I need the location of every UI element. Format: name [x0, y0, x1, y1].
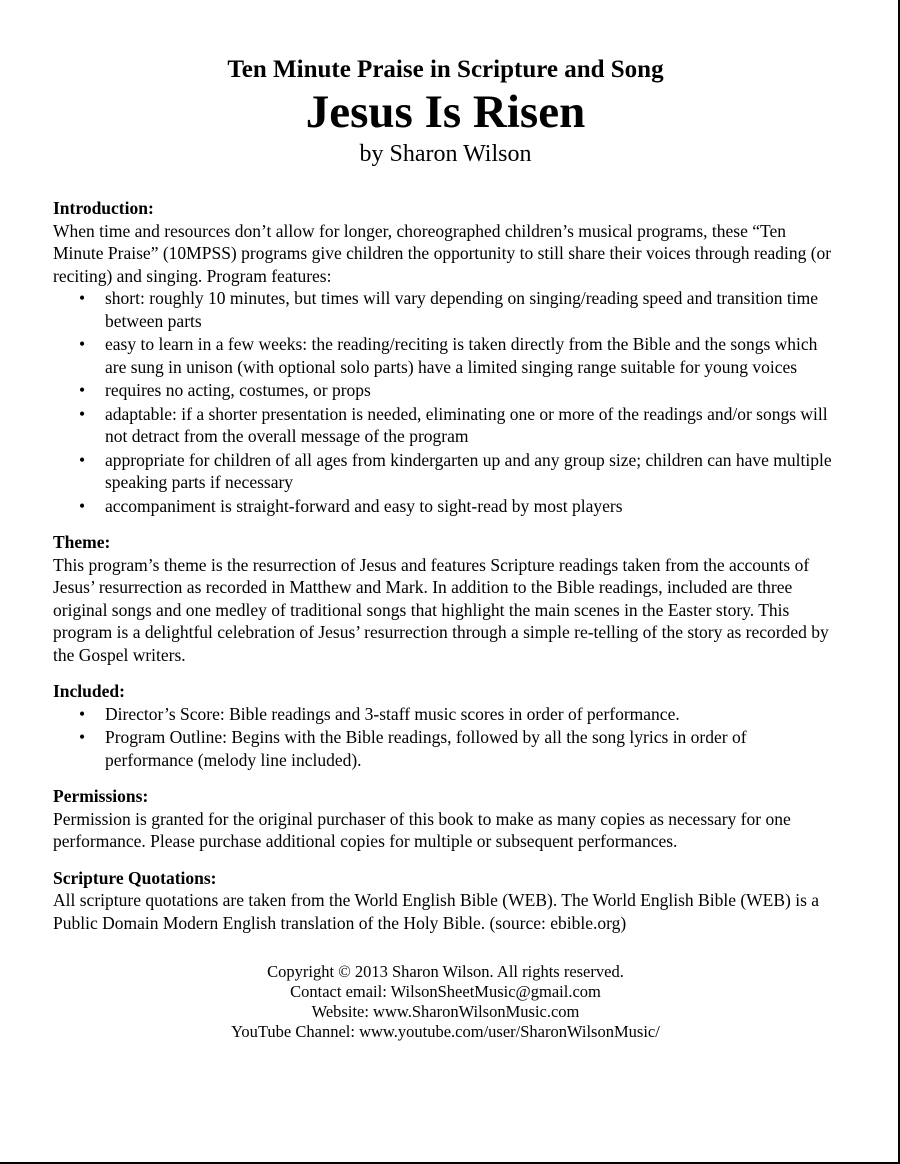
bullet-icon: • — [79, 288, 86, 308]
bullet-icon: • — [79, 334, 86, 354]
author-line: by Sharon Wilson — [359, 141, 532, 167]
included-section — [53, 680, 838, 771]
bullet-icon: • — [79, 403, 86, 424]
permissions-section — [53, 785, 838, 853]
copyright-line: Copyright © 2013 Sharon Wilson. All rights reserved. — [267, 962, 624, 981]
bullet-icon: • — [79, 703, 86, 724]
bullet-icon: • — [79, 449, 86, 470]
list-item: • accompaniment is straight-forward and easy to sight-read by most players — [79, 495, 623, 516]
theme-section — [53, 531, 838, 666]
series-subtitle: Ten Minute Praise in Scripture and Song — [227, 56, 664, 83]
permissions-heading: Permissions: — [53, 786, 149, 806]
bullet-icon: • — [79, 727, 86, 747]
list-item: • requires no acting, costumes, or props — [79, 380, 371, 400]
introduction-section — [53, 197, 838, 517]
theme-text: This program’s theme is the resurrection of Jesus and features Scripture readings taken from the accounts of Jesus’ resurrection as recorded in Matthew and Mark. In addition to the Bible readings, included are three original songs and one medley of traditional songs that highlight the main scenes in the Easter story. This program is a delightful celebration of Jesus’ resurrection through a simple re-telling of the story as recorded by the Gospel writers. — [53, 554, 829, 665]
youtube-line: YouTube Channel: www.youtube.com/user/SharonWilsonMusic/ — [231, 1022, 660, 1041]
list-item: • short: roughly 10 minutes, but times will vary depending on singing/reading speed and transition time between parts — [79, 288, 819, 331]
scripture-section — [53, 867, 838, 935]
list-item: • Program Outline: Begins with the Bible readings, followed by all the song lyrics in order of performance (melody line included). — [79, 727, 747, 770]
theme-heading: Theme: — [53, 532, 111, 552]
bullet-icon: • — [79, 495, 86, 516]
included-heading: Included: — [53, 681, 125, 701]
contact-email-line: Contact email: WilsonSheetMusic@gmail.com — [290, 982, 601, 1001]
footer — [53, 962, 838, 1042]
permissions-text: Permission is granted for the original purchaser of this book to make as many copies as necessary for one performance. Please purchase additional copies for multiple or subsequent performances. — [53, 808, 791, 851]
list-item: • Director’s Score: Bible readings and 3-staff music scores in order of performance. — [79, 703, 680, 724]
list-item: • easy to learn in a few weeks: the reading/reciting is taken directly from the Bible and the songs which are sung in unison (with optional solo parts) have a limited singing range suitable for young voices — [79, 334, 818, 377]
features-list — [53, 287, 838, 517]
list-item: • appropriate for children of all ages from kindergarten up and any group size; children can have multiple speaking parts if necessary — [79, 449, 832, 492]
page-title: Jesus Is Risen — [305, 86, 586, 138]
website-line: Website: www.SharonWilsonMusic.com — [311, 1002, 580, 1021]
introduction-heading: Introduction: — [53, 198, 154, 218]
bullet-icon: • — [79, 380, 86, 400]
title-block — [53, 55, 838, 169]
list-item: • adaptable: if a shorter presentation is needed, eliminating one or more of the readings and/or songs will not detract from the overall message of the program — [79, 403, 828, 446]
scripture-text: All scripture quotations are taken from the World English Bible (WEB). The World English Bible (WEB) is a Public Domain Modern English translation of the Holy Bible. (source: ebible.org) — [53, 890, 820, 933]
included-list — [53, 703, 838, 772]
introduction-text: When time and resources don’t allow for longer, choreographed children’s musical programs, these “Ten Minute Praise” (10MPSS) programs give children the opportunity to still share their voices through reading (or reciting) and singing. Program features: — [53, 220, 832, 286]
scripture-heading: Scripture Quotations: — [53, 867, 217, 888]
